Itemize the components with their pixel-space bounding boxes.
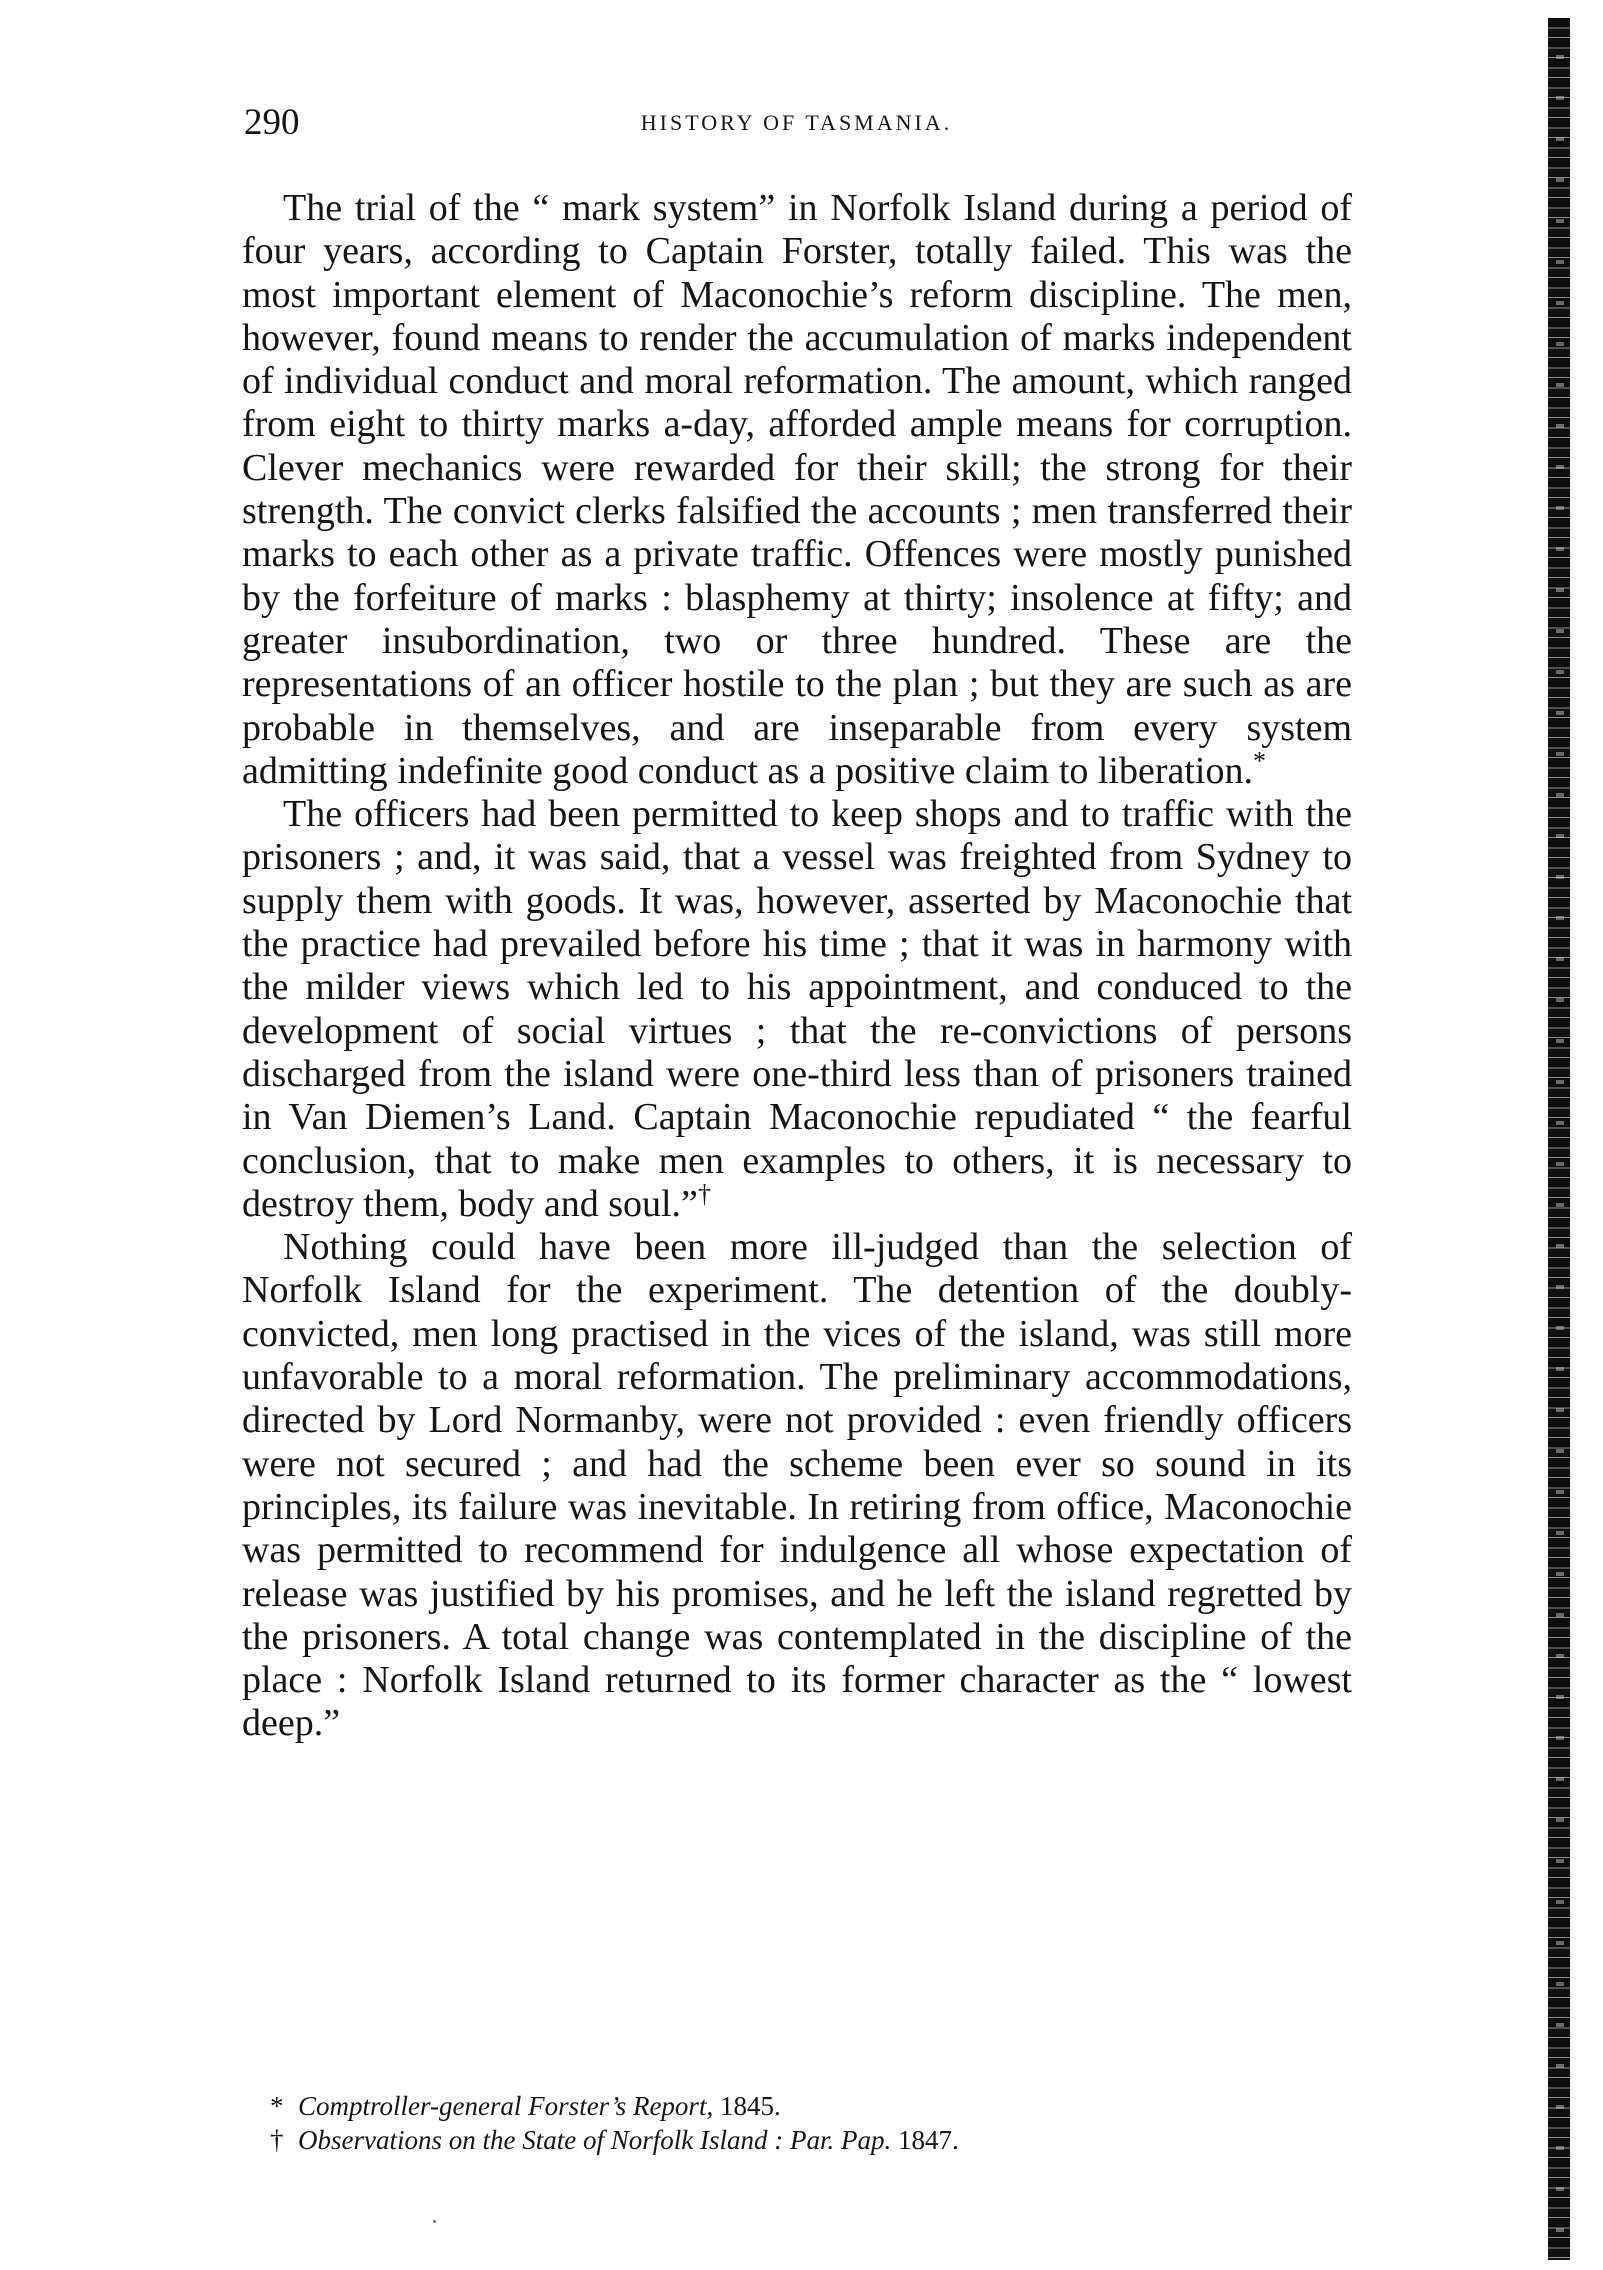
- paragraph-text: The officers had been permitted to keep shops and to traffic with the prisoners ; and, it was said, that a vessel was freighted from Sydney to supply them with goods. It was, however, asserted by Maconochie that the practice had prevailed before his time ; that it was in harmony with the milder views which led to his appointment, and conduced to the development of social virtues ; that the re-convictions of persons discharged from the island were one-third less than of prisoners trained in Van Diemen’s Land. Captain Maconochie repudiated “ the fearful conclusion, that to make men examples to others, it is necessary to destroy them, body and soul.”: [242, 793, 1352, 1225]
- footnote-citation: Comptroller-general Forster’s Report,: [298, 2091, 714, 2121]
- paragraph-officers: [242, 793, 1352, 1226]
- page-number: 290: [244, 102, 300, 143]
- footnote-year: 1847.: [897, 2125, 959, 2155]
- footnote-observations: [270, 2123, 1350, 2157]
- main-text: [242, 187, 1352, 1746]
- scan-speck: [433, 2220, 436, 2223]
- footnote-reference-dagger: †: [697, 1179, 711, 1209]
- footnote-citation: Observations on the State of Norfolk Island : Par. Pap.: [298, 2125, 892, 2155]
- paragraph-mark-system: [242, 187, 1352, 793]
- footnotes: [270, 2089, 1350, 2157]
- footnote-reference-asterisk: *: [1253, 746, 1266, 776]
- footnote-marker-dagger: †: [270, 2125, 284, 2155]
- paragraph-text: Nothing could have been more ill-judged than the selection of Norfolk Island for the experiment. The detention of the doubly-convicted, men long practised in the vices of the island, was still more unfavorable to a moral reformation. The preliminary accommodations, directed by Lord Normanby, were not provided : even friendly officers were not secured ; and had the scheme been ever so sound in its principles, its failure was inevitable. In retiring from office, Maconochie was permitted to recommend for indulgence all whose expectation of release was justified by his promises, and he left the island regretted by the prisoners. A total change was contemplated in the discipline of the place : Norfolk Island returned to its former character as the “ lowest deep.”: [242, 1226, 1352, 1745]
- page-header: [244, 104, 1349, 154]
- scan-binding-texture: [1556, 18, 1564, 2260]
- footnote-report: [270, 2089, 1350, 2123]
- running-title: HISTORY OF TASMANIA.: [640, 110, 953, 135]
- footnote-year: 1845.: [719, 2091, 781, 2121]
- paragraph-text: The trial of the “ mark system” in Norfolk Island during a period of four years, according to Captain Forster, totally failed. This was the most important element of Maconochie’s reform discipline. The men, however, found means to render the accumulation of marks independent of individual conduct and moral reformation. The amount, which ranged from eight to thirty marks a-day, afforded ample means for corruption. Clever mechanics were rewarded for their skill; the strong for their strength. The convict clerks falsified the accounts ; men transferred their marks to each other as a private traffic. Offences were mostly punished by the forfeiture of marks : blasphemy at thirty; insolence at fifty; and greater insubordination, two or three hundred. These are the representations of an officer hostile to the plan ; but they are such as are probable in themselves, and are inseparable from every system admitting indefinite good conduct as a positive claim to liberation.: [242, 187, 1352, 792]
- paragraph-norfolk-selection: [242, 1226, 1352, 1746]
- footnote-marker-asterisk: *: [270, 2091, 284, 2121]
